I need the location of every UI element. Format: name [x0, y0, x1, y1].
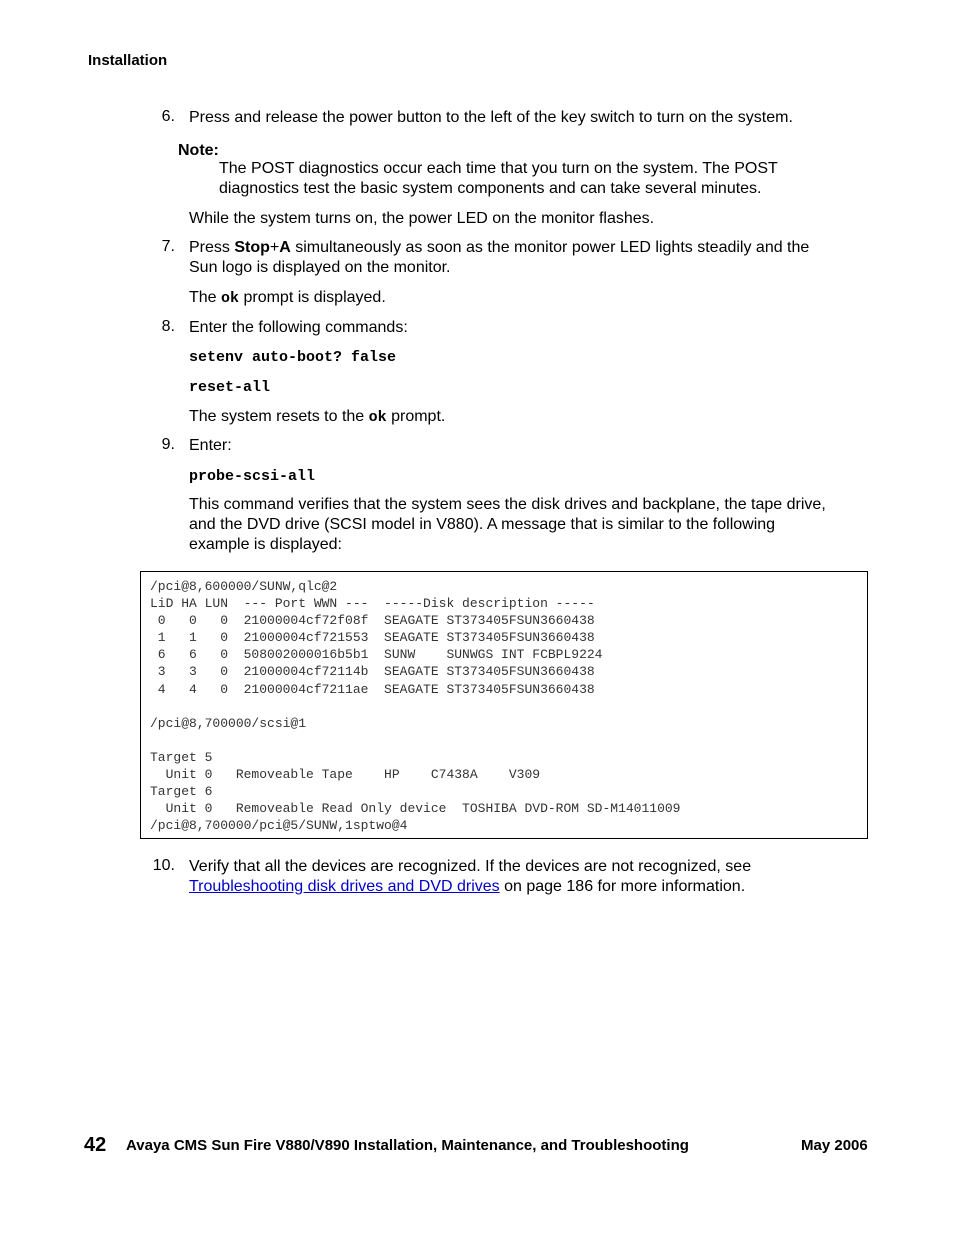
code-output: /pci@8,600000/SUNW,qlc@2 LiD HA LUN --- Port WWN --- -----Disk description ----- 0 0 0 21000004cf72f08f SEAGATE ST373405FSUN3660438 1 1 0 21000004cf721553 SEAGATE ST373405FSUN3660438 6 6 0 508002000016b5b1 SUNW SUNWGS INT FCBPL9224 3 3 0 21000004cf72114b SEAGATE ST373405FSUN3660438 4 4 0 21000004cf7211ae SEAGATE ST373405FSUN3660438 /pci@8,700000/scsi@1 Target 5 Unit 0 Removeable Tape HP C7438A V309 Target 6 Unit 0 Removeable Read Only device TOSHIBA DVD-ROM SD-M14011009 /pci@8,700000/pci@5/SUNW,1sptwo@4 [150, 579, 681, 834]
step-10-after: on page 186 for more information. [499, 878, 746, 895]
ok-pre: The [189, 289, 222, 306]
step-number-6: 6. [161, 108, 175, 125]
reset-ok-code: ok [368, 409, 387, 426]
command-probe-scsi-all: probe-scsi-all [189, 468, 316, 485]
step-6-text: Press and release the power button to the left of the key switch to turn on the system. [189, 109, 793, 126]
step-8-text: Enter the following commands: [189, 319, 408, 336]
step-number-8: 8. [161, 318, 175, 335]
step-10-text [189, 857, 874, 897]
note-line-1: The POST diagnostics occur each time that you turn on the system. The POST [219, 160, 778, 177]
step-9-desc-line-1: This command verifies that the system sees the disk drives and backplane, the tape drive, [189, 496, 826, 513]
ok-code: ok [221, 290, 240, 307]
note-body [219, 159, 839, 199]
reset-post: prompt. [386, 408, 446, 425]
page-number: 42 [84, 1134, 107, 1156]
reset-result-text [189, 407, 874, 428]
step-10-line-1: Verify that all the devices are recognized. If the devices are not recognized, see [189, 858, 752, 875]
step-9-desc-line-3: example is displayed: [189, 536, 342, 553]
reset-pre: The system resets to the [189, 408, 369, 425]
ok-prompt-text [189, 288, 874, 309]
step-9-desc-line-2: and the DVD drive (SCSI model in V880). A message that is similar to the following [189, 516, 776, 533]
key-stop: Stop [234, 239, 270, 256]
step-7-line-1 [189, 238, 874, 258]
footer-title: Avaya CMS Sun Fire V880/V890 Installation, Maintenance, and Troubleshooting [126, 1137, 689, 1154]
command-reset-all: reset-all [189, 379, 271, 396]
ok-post: prompt is displayed. [239, 289, 386, 306]
step-10-line-2 [189, 877, 874, 897]
code-output-box [140, 571, 868, 839]
step-9-text: Enter: [189, 437, 232, 454]
step-number-9: 9. [161, 436, 175, 453]
step-7-text [189, 238, 874, 278]
key-a: A [279, 239, 291, 256]
step-9-description [189, 495, 874, 555]
step-7-line-2: Sun logo is displayed on the monitor. [189, 259, 451, 276]
troubleshooting-link[interactable]: Troubleshooting disk drives and DVD drives [189, 878, 500, 895]
footer-date: May 2006 [801, 1137, 868, 1154]
command-setenv: setenv auto-boot? false [189, 349, 397, 366]
step-6-after: While the system turns on, the power LED on the monitor flashes. [189, 210, 655, 227]
section-header: Installation [88, 52, 168, 69]
step-number-10: 10. [152, 857, 175, 874]
key-plus: + [269, 239, 280, 256]
note-line-2: diagnostics test the basic system components and can take several minutes. [219, 180, 762, 197]
step-number-7: 7. [161, 238, 175, 255]
note-label: Note: [178, 142, 219, 159]
step-7-pre: Press [189, 239, 235, 256]
step-7-post: simultaneously as soon as the monitor power LED lights steadily and the [290, 239, 810, 256]
